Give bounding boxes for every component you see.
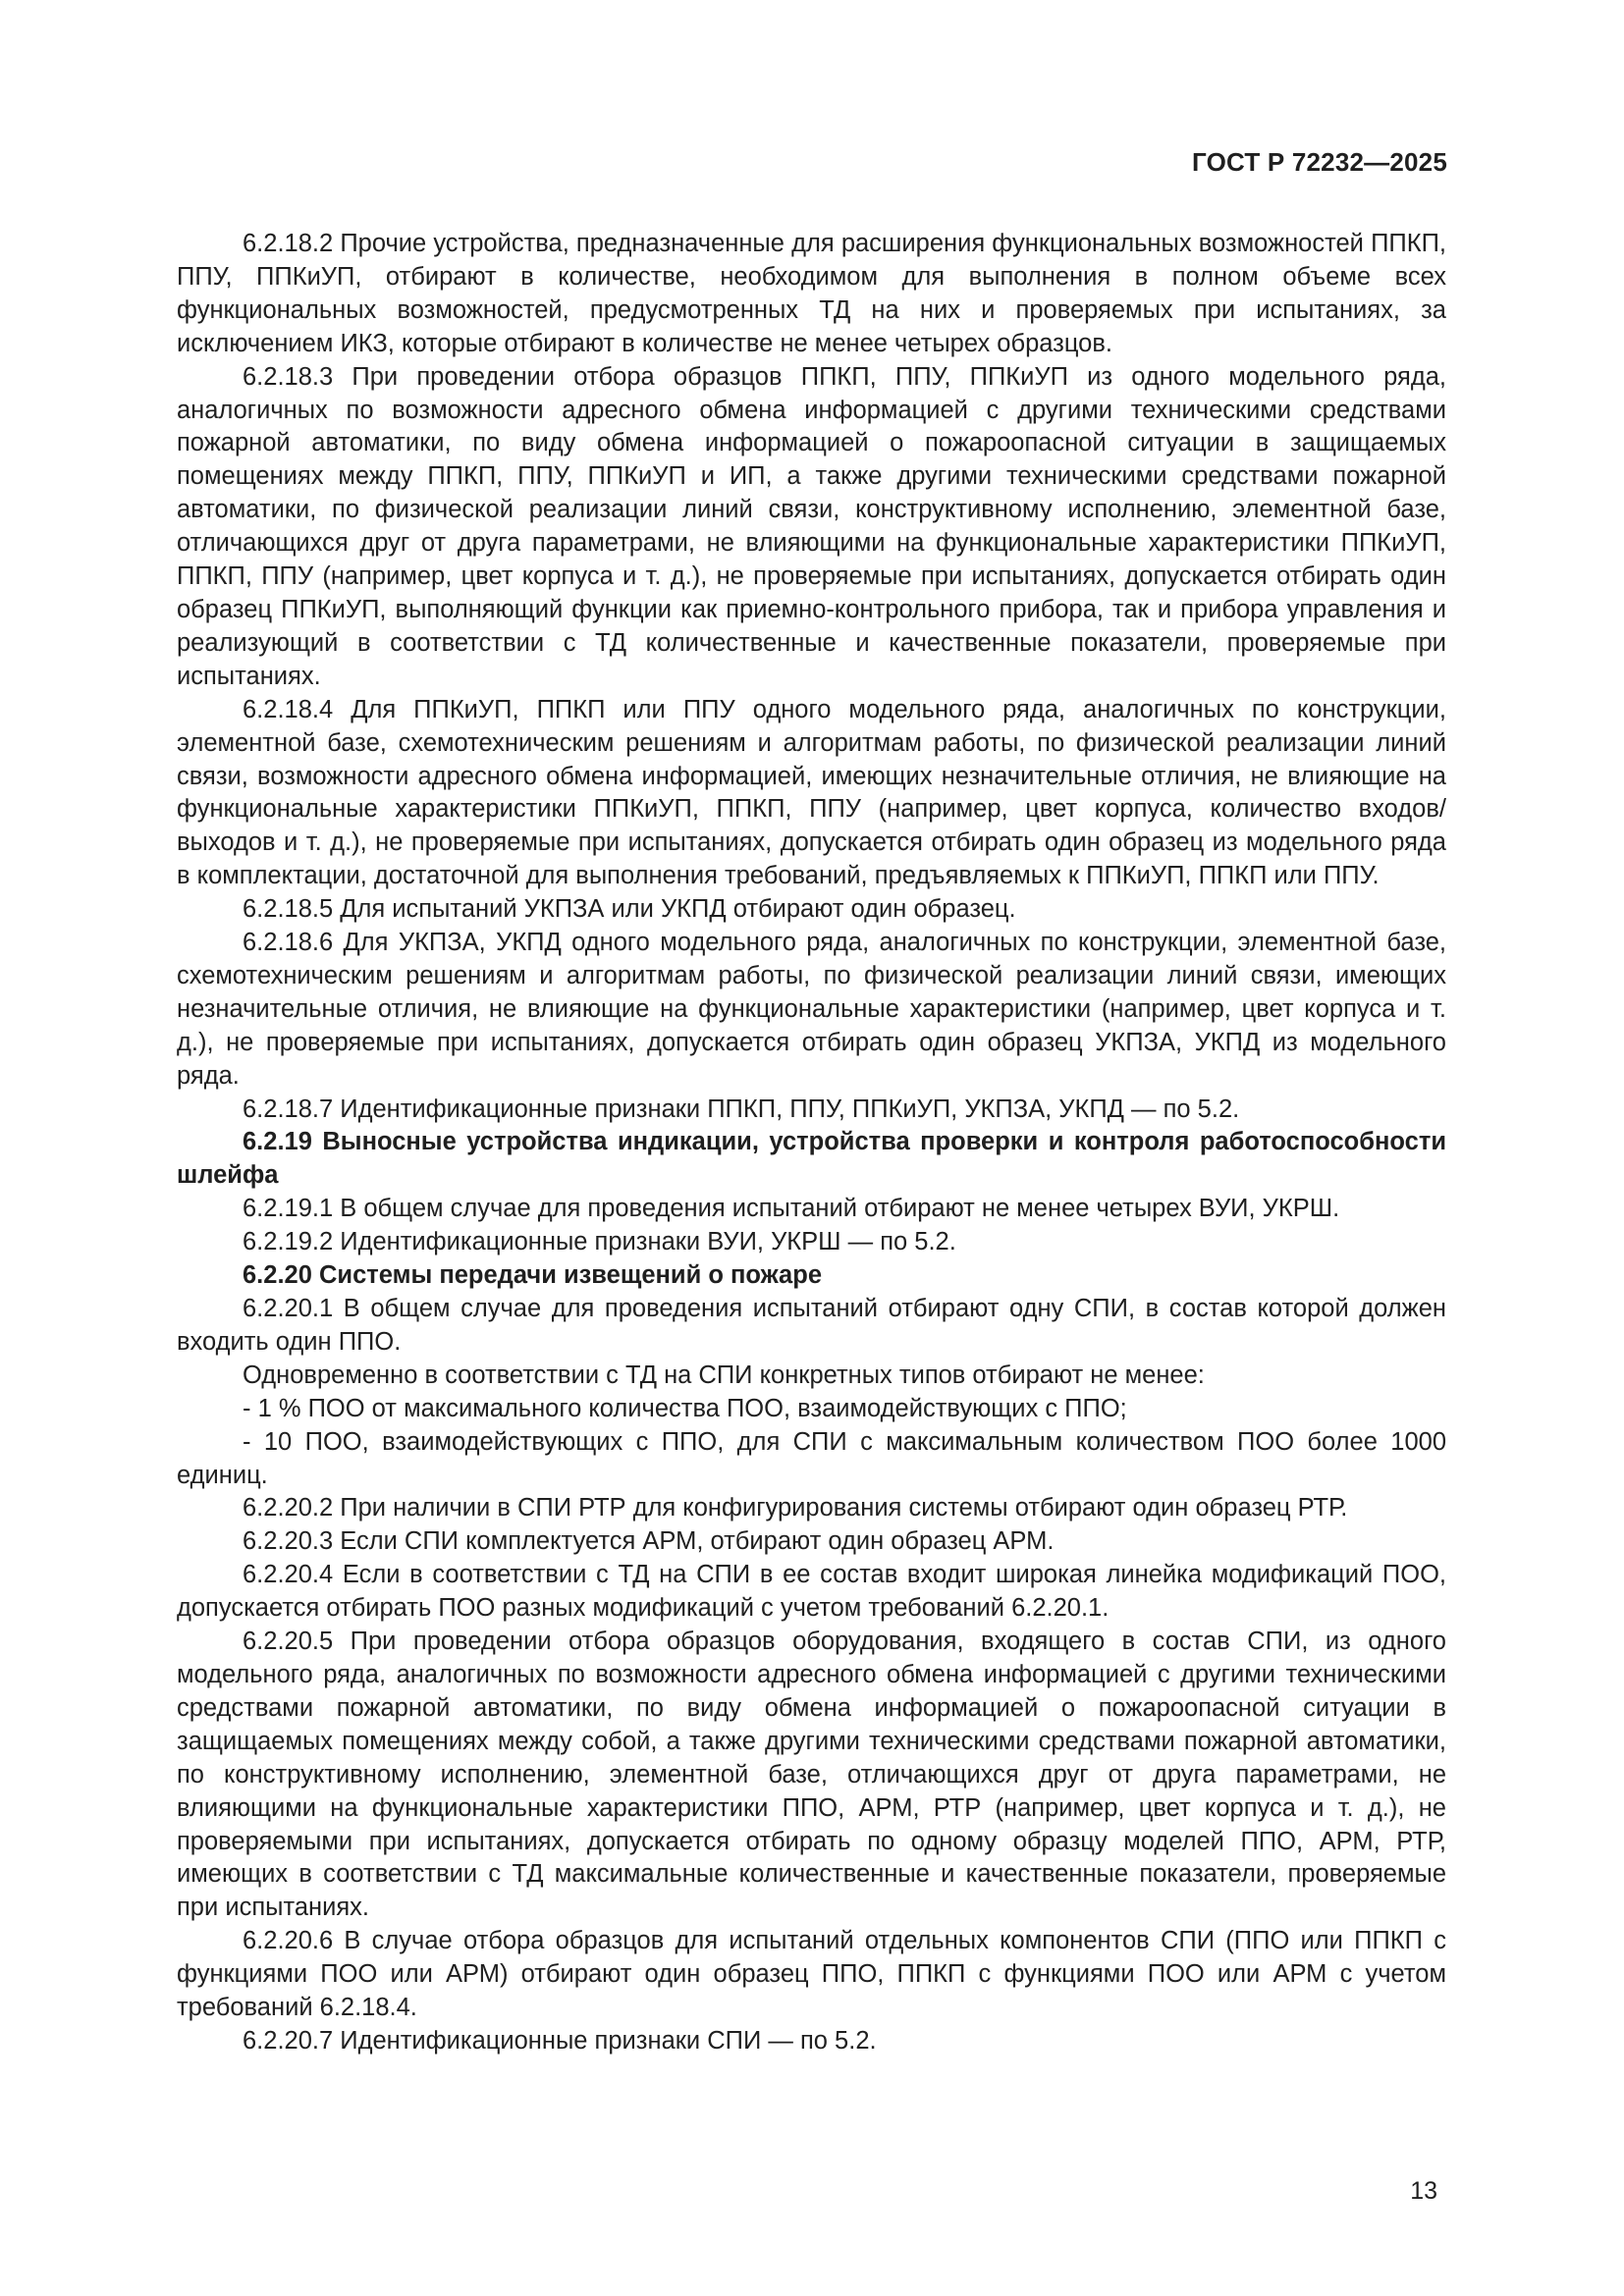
paragraph-6-2-18-2: 6.2.18.2 Прочие устройства, предназначенные для расширения функциональных возможностей ППКП, ППУ, ППКиУП, отбирают в количестве, необходимом для выполнения в полном объеме всех функциональных возможностей, предусмотренных ТД на них и проверяемых при испытаниях, за исключением ИКЗ, которые отбирают в количестве не менее четырех образцов. (177, 230, 1446, 357)
paragraph-6-2-20-3: 6.2.20.3 Если СПИ комплектуется АРМ, отбирают один образец АРМ. (243, 1527, 1055, 1556)
paragraph-simultaneously: Одновременно в соответствии с ТД на СПИ конкретных типов отбирают не менее: (243, 1361, 1205, 1389)
paragraph-6-2-20-1: 6.2.20.1 В общем случае для проведения испытаний отбирают одну СПИ, в состав которой должен входить один ППО. (177, 1295, 1446, 1356)
paragraph-6-2-18-5: 6.2.18.5 Для испытаний УКПЗА или УКПД отбирают один образец. (243, 895, 1016, 924)
paragraph-6-2-20-6: 6.2.20.6 В случае отбора образцов для испытаний отдельных компонентов СПИ (ППО или ППКП с функциями ПОО или АРМ) отбирают один образец ППО, ППКП с функциями ПОО или АРМ с учетом требований 6.2.18.4. (177, 1927, 1446, 2022)
paragraph-6-2-20-7: 6.2.20.7 Идентификационные признаки СПИ — по 5.2. (243, 2026, 877, 2055)
list-item-dash: - 1 % ПОО от максимального количества ПОО, взаимодействующих с ППО; (243, 1394, 1127, 1422)
paragraph-6-2-19-2: 6.2.19.2 Идентификационные признаки ВУИ, УКРШ — по 5.2. (243, 1228, 956, 1256)
paragraph-6-2-20-2: 6.2.20.2 При наличии в СПИ РТР для конфигурирования системы отбирают один образец РТР. (243, 1494, 1348, 1522)
section-heading-6-2-20: 6.2.20 Системы передачи извещений о пожаре (243, 1261, 822, 1290)
paragraph-6-2-18-7: 6.2.18.7 Идентификационные признаки ППКП, ППУ, ППКиУП, УКПЗА, УКПД — по 5.2. (243, 1095, 1240, 1123)
paragraph-6-2-20-4: 6.2.20.4 Если в соответствии с ТД на СПИ в ее состав входит широкая линейка модификаций ПОО, допускается отбирать ПОО разных модификаций с учетом требований 6.2.20.1. (177, 1561, 1446, 1623)
list-item-dash: - 10 ПОО, взаимодействующих с ППО, для СПИ с максимальным количеством ПОО более 1000 единиц. (177, 1427, 1446, 1489)
document-header: ГОСТ Р 72232—2025 (1192, 147, 1447, 177)
paragraph-6-2-18-6: 6.2.18.6 Для УКПЗА, УКПД одного модельного ряда, аналогичных по конструкции, элементной базе, схемотехническим решениям и алгоритмам работы, по физической реализации линий связи, имеющих незначительные отличия, не влияющие на функциональные характеристики (например, цвет корпуса и т. д.), не проверяемые при испытаниях, допускается отбирать один образец УКПЗА, УКПД из модельного ряда. (177, 929, 1446, 1090)
document-body (177, 228, 1446, 2058)
paragraph-6-2-18-4: 6.2.18.4 Для ППКиУП, ППКП или ППУ одного модельного ряда, аналогичных по конструкции, элементной базе, схемотехническим решениям и алгоритмам работы, по физической реализации линий связи, возможности адресного обмена информацией, имеющих незначительные отличия, не влияющие на функциональные характеристики ППКиУП, ППКП, ППУ (например, цвет корпуса, количество входов/выходов и т. д.), не проверяемые при испытаниях, допускается отбирать один образец из модельного ряда в комплектации, достаточной для выполнения требований, предъявляемых к ППКиУП, ППКП или ППУ. (177, 695, 1446, 890)
page-number: 13 (1410, 2177, 1437, 2205)
paragraph-6-2-18-3: 6.2.18.3 При проведении отбора образцов ППКП, ППУ, ППКиУП из одного модельного ряда, аналогичных по возможности адресного обмена информацией с другими техническими средствами пожарной автоматики, по виду обмена информацией о пожароопасной ситуации в защищаемых помещениях между ППКП, ППУ, ППКиУП и ИП, а также другими техническими средствами пожарной автоматики, по физической реализации линий связи, конструктивному исполнению, элементной базе, отличающихся друг от друга параметрами, не влияющими на функциональные характеристики ППКиУП, ППКП, ППУ (например, цвет корпуса и т. д.), не проверяемые при испытаниях, допускается отбирать один образец ППКиУП, выполняющий функции как приемно-контрольного прибора, так и прибора управления и реализующий в соответствии с ТД количественные и качественные показатели, проверяемые при испытаниях. (177, 362, 1446, 690)
paragraph-6-2-20-5: 6.2.20.5 При проведении отбора образцов оборудования, входящего в состав СПИ, из одного модельного ряда, аналогичных по возможности адресного обмена информацией с другими техническими средствами пожарной автоматики, по виду обмена информацией о пожароопасной ситуации в защищаемых помещениях между собой, а также другими техническими средствами пожарной автоматики, по конструктивному исполнению, элементной базе, отличающихся друг от друга параметрами, не влияющими на функциональные характеристики ППО, АРМ, РТР (например, цвет корпуса и т. д.), не проверяемыми при испытаниях, допускается отбирать по одному образцу моделей ППО, АРМ, РТР, имеющих в соответствии с ТД максимальные количественные и качественные показатели, проверяемые при испытаниях. (177, 1628, 1446, 1922)
paragraph-6-2-19-1: 6.2.19.1 В общем случае для проведения испытаний отбирают не менее четырех ВУИ, УКРШ. (243, 1195, 1340, 1223)
section-heading-6-2-19: 6.2.19 Выносные устройства индикации, устройства проверки и контроля работоспособности шлейфа (177, 1128, 1446, 1190)
